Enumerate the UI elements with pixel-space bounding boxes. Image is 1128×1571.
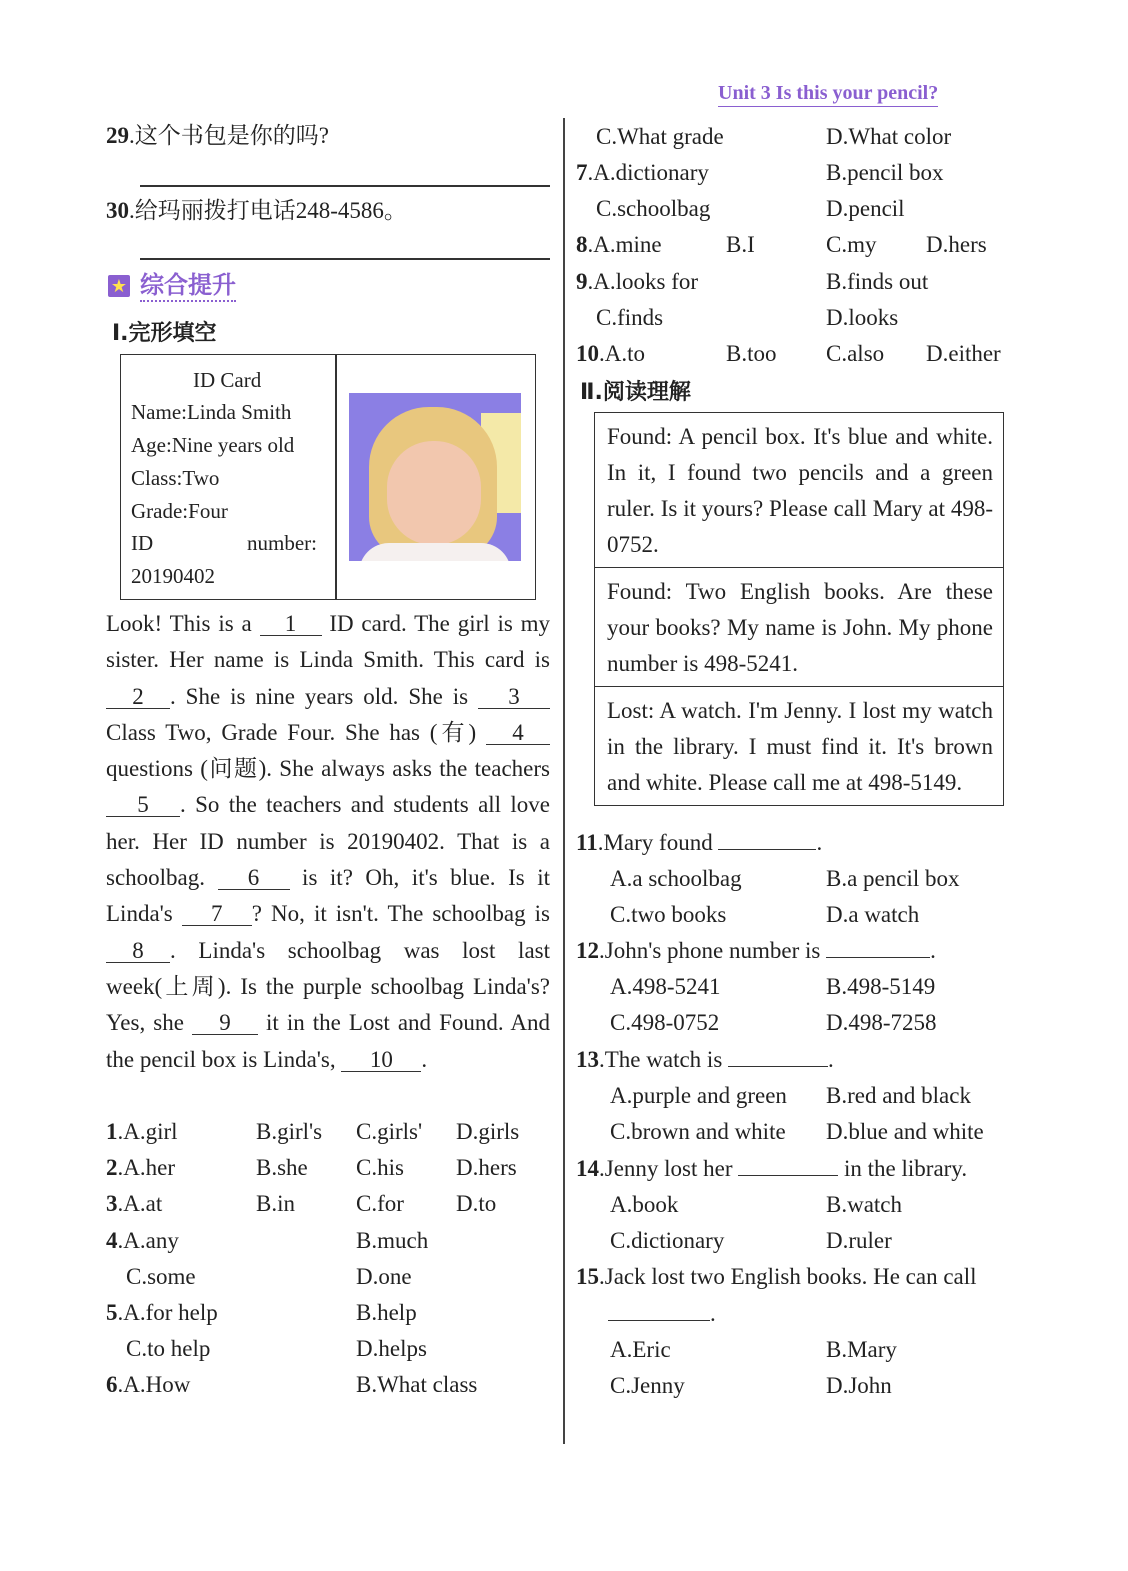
question-15: 15.Jack lost two English books. He can call: [576, 1264, 977, 1289]
option: B.red and black: [826, 1083, 971, 1108]
part-1-heading: Ⅰ.完形填空: [112, 321, 217, 346]
id-card-row: ID: [131, 531, 154, 555]
option-row-3: 3.A.at: [106, 1191, 163, 1216]
option: C.498-0752: [610, 1010, 720, 1035]
option-row-7: 7.A.dictionary: [576, 160, 709, 185]
option: D.ruler: [826, 1228, 892, 1253]
option-row-8: 8.A.mine: [576, 232, 662, 257]
question-15-blank: .: [608, 1300, 716, 1328]
option: D.one: [356, 1264, 412, 1289]
option: B.much: [356, 1228, 429, 1253]
option: D.helps: [356, 1336, 427, 1361]
id-card-row: Class:Two: [131, 466, 220, 490]
cloze-passage: Look! This is a 1 ID card. The girl is my sister. Her name is Linda Smith. This card is 2 . She is nine years old. She is 3 Class Two, Grade Four. She has (有) 4 questions (问题). She always asks the teachers 5 . So the teachers and students all love her. Her ID number is 20190402. That is a schoolbag. 6 is it? Oh, it's blue. Is it Linda's 7 ? No, it isn't. The schoolbag is 8 . Linda's schoolbag was lost last week(上周). Is the purple schoolbag Linda's? Yes, she 9 it in the Lost and Found. And the pencil box is Linda's, 10 .: [106, 611, 551, 1072]
option: B.watch: [826, 1192, 903, 1217]
option-row-10: 10.A.to: [576, 341, 645, 366]
column-divider: [563, 118, 565, 1444]
blank-5: 5: [106, 794, 180, 817]
question-13: 13.The watch is .: [576, 1047, 834, 1072]
option: B.she: [256, 1155, 308, 1180]
notice-2: Found: Two English books. Are these your books? My name is John. My phone number is 498-5241.: [595, 568, 1003, 687]
blank-7: 7: [182, 903, 252, 926]
option-row-2: 2.A.her: [106, 1155, 175, 1180]
option: C.brown and white: [610, 1119, 786, 1144]
option: C.girls': [356, 1119, 423, 1144]
option: C.dictionary: [610, 1228, 725, 1253]
option: A.a schoolbag: [610, 866, 742, 891]
id-card-number: 20190402: [131, 564, 215, 588]
id-card-row: Age:Nine years old: [131, 433, 295, 457]
id-card-row: Name:Linda Smith: [131, 400, 292, 424]
reading-notices: [594, 412, 1004, 806]
answer-line-29: [140, 185, 550, 187]
option-row-6: 6.A.How: [106, 1372, 191, 1397]
blank-1: 1: [260, 613, 322, 636]
blank-9: 9: [192, 1012, 258, 1035]
option: C.my: [826, 232, 877, 257]
option: C.to help: [126, 1336, 211, 1361]
option: D.a watch: [826, 902, 920, 927]
blank-4: 4: [486, 722, 550, 745]
option: B.498-5149: [826, 974, 936, 999]
option: B.girl's: [256, 1119, 323, 1144]
blank-3: 3: [478, 686, 550, 709]
option: A.book: [610, 1192, 679, 1217]
option: C.also: [826, 341, 885, 366]
option-row-9: 9.A.looks for: [576, 269, 699, 294]
question-30: 30.给玛丽拨打电话248-4586。: [106, 198, 407, 223]
option: B.finds out: [826, 269, 929, 294]
option: D.pencil: [826, 196, 905, 221]
blank-10: 10: [341, 1049, 421, 1072]
answer-line-30: [140, 258, 550, 260]
option: B.help: [356, 1300, 417, 1325]
option: D.to: [456, 1191, 497, 1216]
option: D.looks: [826, 305, 899, 330]
page-header: Unit 3 Is this your pencil?: [718, 82, 938, 107]
option: C.some: [126, 1264, 196, 1289]
question-29: 29.这个书包是你的吗?: [106, 123, 329, 148]
notice-1: Found: A pencil box. It's blue and white. In it, I found two pencils and a green ruler. Is it yours? Please call Mary at 498-0752.: [595, 413, 1003, 568]
option: D.hers: [456, 1155, 517, 1180]
option: C.his: [356, 1155, 404, 1180]
option: D.John: [826, 1373, 892, 1398]
option: C.Jenny: [610, 1373, 685, 1398]
section-title: ★ 综合提升: [108, 270, 236, 302]
id-card: [120, 354, 536, 600]
notice-3: Lost: A watch. I'm Jenny. I lost my watch in the library. I must find it. It's brown and white. Please call me at 498-5149.: [607, 698, 993, 795]
option: B.Mary: [826, 1337, 897, 1362]
id-card-row: number:: [247, 531, 317, 555]
question-12: 12.John's phone number is .: [576, 938, 936, 963]
option: D.hers: [926, 232, 987, 257]
blank-6: 6: [218, 867, 290, 890]
blank-8: 8: [106, 940, 170, 963]
part-2-heading: Ⅱ.阅读理解: [580, 380, 691, 405]
id-card-row: Grade:Four: [131, 499, 228, 523]
option: B.I: [726, 232, 755, 257]
option: D.498-7258: [826, 1010, 937, 1035]
option: B.What class: [356, 1372, 478, 1397]
option-row-4: 4.A.any: [106, 1228, 179, 1253]
option: A.Eric: [610, 1337, 671, 1362]
option: D.either: [926, 341, 1001, 366]
option: D.blue and white: [826, 1119, 984, 1144]
option-row-5: 5.A.for help: [106, 1300, 218, 1325]
option: C.two books: [610, 902, 727, 927]
option: B.pencil box: [826, 160, 944, 185]
question-14: 14.Jenny lost her in the library.: [576, 1156, 968, 1181]
option: C.schoolbag: [596, 196, 711, 221]
option-row-1: 1.A.girl: [106, 1119, 178, 1144]
blank-2: 2: [106, 686, 170, 709]
star-icon: ★: [108, 275, 130, 297]
option: C.for: [356, 1191, 404, 1216]
option: D.girls: [456, 1119, 520, 1144]
option: D.What color: [826, 124, 952, 149]
option: B.too: [726, 341, 777, 366]
id-card-title: ID Card: [193, 368, 262, 392]
option: A.498-5241: [610, 974, 721, 999]
option: B.a pencil box: [826, 866, 960, 891]
option: A.purple and green: [610, 1083, 787, 1108]
girl-photo: [349, 393, 521, 561]
question-11: 11.Mary found .: [576, 830, 823, 855]
option: B.in: [256, 1191, 295, 1216]
option: C.finds: [596, 305, 664, 330]
option: C.What grade: [596, 124, 724, 149]
